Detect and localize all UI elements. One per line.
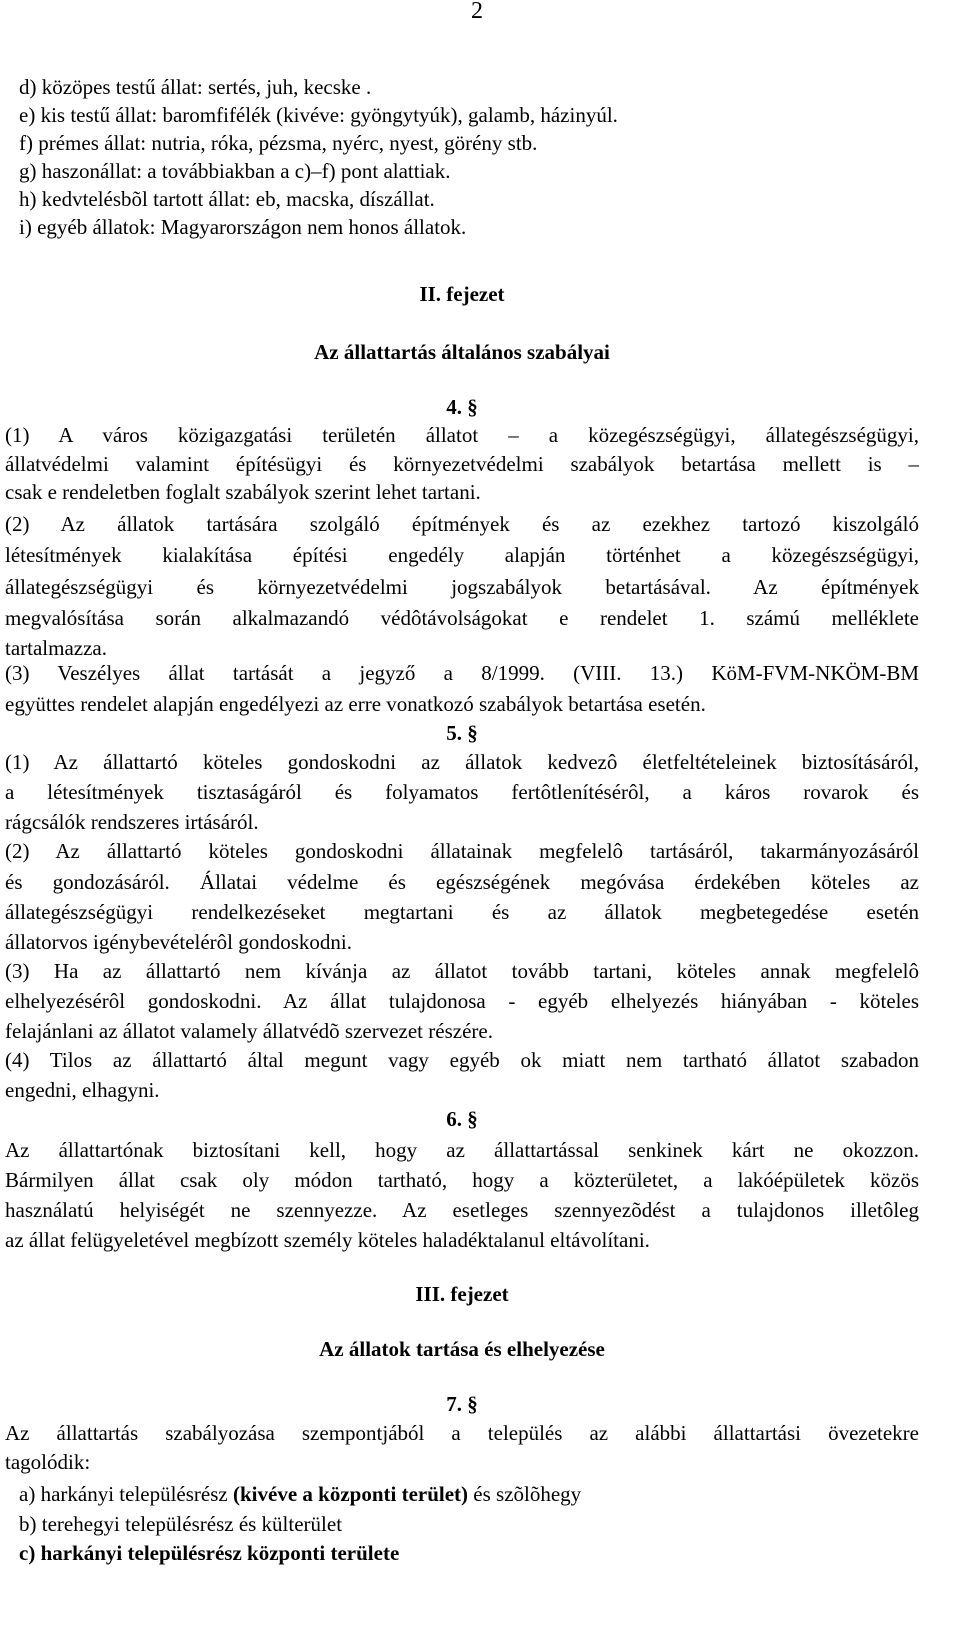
paragraph-line: állatvédelmi valamint építésügyi és környezetvédelmi szabályok betartása mellett is –	[5, 452, 919, 476]
chapter-title: Az állattartás általános szabályai	[314, 340, 610, 364]
definition-h: h) kedvtelésbõl tartott állat: eb, macska, díszállat.	[19, 187, 435, 211]
section-number: 4. §	[446, 395, 478, 419]
paragraph-line: rágcsálók rendszeres irtásáról.	[5, 810, 259, 834]
paragraph-line: használatú helyiségét ne szennyezze. Az esetleges szennyezõdést a tulajdonos illetôleg	[5, 1198, 919, 1222]
paragraph-line: létesítmények kialakítása építési engedély alapján történhet a közegészségügyi,	[5, 543, 919, 567]
paragraph-line: állategészségügyi és környezetvédelmi jogszabályok betartásával. Az építmények	[5, 575, 919, 599]
section-number: 5. §	[446, 721, 478, 745]
paragraph-line: csak e rendeletben foglalt szabályok szerint lehet tartani.	[5, 480, 481, 504]
chapter-title: Az állatok tartása és elhelyezése	[319, 1337, 605, 1361]
paragraph-line: (2) Az állattartó köteles gondoskodni állatainak megfelelô tartásáról, takarmányozásáról	[5, 839, 919, 863]
chapter-heading: III. fejezet	[415, 1282, 509, 1306]
paragraph-line: elhelyezésérôl gondoskodni. Az állat tulajdonosa - egyéb elhelyezés hiányában - köteles	[5, 989, 919, 1013]
section-number: 6. §	[446, 1107, 478, 1131]
paragraph-line: engedni, elhagyni.	[5, 1078, 160, 1102]
zone-item-a-text: a) harkányi településrész	[19, 1482, 233, 1506]
paragraph-line: (3) Veszélyes állat tartását a jegyző a 8/1999. (VIII. 13.) KöM-FVM-NKÖM-BM	[5, 661, 919, 685]
paragraph-line: (2) Az állatok tartására szolgáló építmények és az ezekhez tartozó kiszolgáló	[5, 512, 919, 536]
chapter-heading: II. fejezet	[419, 282, 505, 306]
zone-item-a	[19, 1482, 581, 1506]
paragraph-line: állatorvos igénybevételérôl gondoskodni.	[5, 930, 353, 954]
section-number: 7. §	[446, 1392, 478, 1416]
zone-item-c: c) harkányi településrész központi területe	[19, 1541, 400, 1565]
paragraph-line: a létesítmények tisztaságáról és folyamatos fertôtlenítésérôl, a káros rovarok és	[5, 780, 919, 804]
definition-g: g) haszonállat: a továbbiakban a c)–f) pont alattiak.	[19, 159, 451, 183]
definition-d: d) közöpes testű állat: sertés, juh, kecske .	[19, 75, 372, 99]
paragraph-line: (3) Ha az állattartó nem kívánja az állatot tovább tartani, köteles annak megfelelô	[5, 959, 919, 983]
definition-f: f) prémes állat: nutria, róka, pézsma, nyérc, nyest, görény stb.	[19, 131, 538, 155]
zone-item-a-paren: (	[232, 1482, 240, 1506]
paragraph-line: tagolódik:	[5, 1450, 91, 1474]
paragraph-line: (1) Az állattartó köteles gondoskodni az állatok kedvezô életfeltételeinek biztosításáról,	[5, 750, 919, 774]
zone-item-b: b) terehegyi településrész és külterület	[19, 1512, 343, 1536]
paragraph-line: tartalmazza.	[5, 636, 108, 660]
zone-item-a-tail: és szõlõhegy	[468, 1482, 582, 1506]
definition-e: e) kis testű állat: baromfifélék (kivéve: gyöngytyúk), galamb, házinyúl.	[19, 103, 618, 127]
paragraph-line: Bármilyen állat csak oly módon tartható, hogy a közterületet, a lakóépületek közös	[5, 1168, 919, 1192]
paragraph-line: az állat felügyeletével megbízott személy köteles haladéktalanul eltávolítani.	[5, 1228, 650, 1252]
paragraph-line: állategészségügyi rendelkezéseket megtartani és az állatok megbetegedése esetén	[5, 900, 919, 924]
paragraph-line: felajánlani az állatot valamely állatvédõ szervezet részére.	[5, 1019, 493, 1043]
paragraph-line: (4) Tilos az állattartó által megunt vagy egyéb ok miatt nem tartható állatot szabadon	[5, 1048, 919, 1072]
paragraph-line: együttes rendelet alapján engedélyezi az erre vonatkozó szabályok betartása esetén.	[5, 692, 706, 716]
paragraph-line: megvalósítása során alkalmazandó védôtávolságokat e rendelet 1. számú melléklete	[5, 606, 919, 630]
page-number: 2	[471, 0, 483, 24]
paragraph-line: (1) A város közigazgatási területén állatot – a közegészségügyi, állategészségügyi,	[5, 423, 919, 447]
paragraph-line: Az állattartónak biztosítani kell, hogy az állattartással senkinek kárt ne okozzon.	[5, 1138, 919, 1162]
definition-i: i) egyéb állatok: Magyarországon nem honos állatok.	[19, 215, 467, 239]
zone-item-a-bold: kivéve a központi terület)	[239, 1482, 469, 1506]
paragraph-line: és gondozásáról. Állatai védelme és egészségének megóvása érdekében köteles az	[5, 870, 919, 894]
paragraph-line: Az állattartás szabályozása szempontjából a település az alábbi állattartási övezetekre	[5, 1421, 919, 1445]
